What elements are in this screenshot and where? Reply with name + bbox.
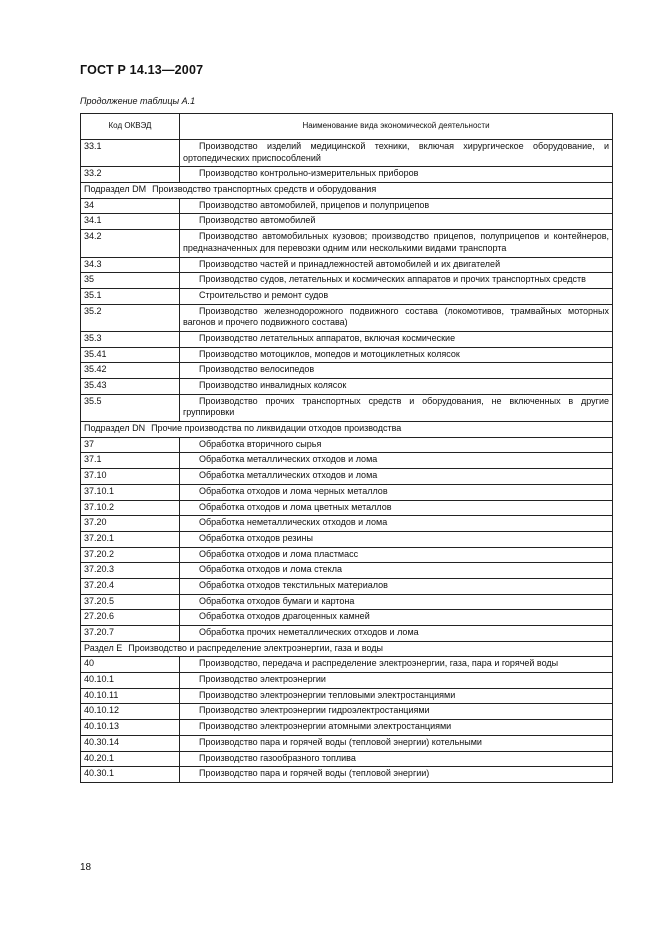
- activity-name-cell: Производство железнодорожного подвижного состава (локомотивов, трамвайных моторных вагонов и прочего подвижного состава): [180, 304, 613, 331]
- okved-code-cell: 37.1: [81, 453, 180, 469]
- okved-code-cell: 35.3: [81, 331, 180, 347]
- okved-code-cell: 35.2: [81, 304, 180, 331]
- okved-code-cell: 37.10.2: [81, 500, 180, 516]
- section-cell: [81, 183, 613, 199]
- activity-name-cell: Строительство и ремонт судов: [180, 288, 613, 304]
- okved-code-cell: 40.30.1: [81, 767, 180, 783]
- okved-code-cell: 40.10.11: [81, 688, 180, 704]
- section-name: Прочие производства по ликвидации отходов производства: [151, 423, 402, 434]
- activity-name-cell: Обработка вторичного сырья: [180, 437, 613, 453]
- activity-name-cell: Обработка отходов и лома пластмасс: [180, 547, 613, 563]
- activity-name-cell: Производство велосипедов: [180, 363, 613, 379]
- table-row: [81, 720, 613, 736]
- table-caption: Продолжение таблицы А.1: [80, 96, 196, 106]
- okved-code-cell: 34.2: [81, 230, 180, 257]
- table-row: [81, 347, 613, 363]
- activity-name-cell: Производство электроэнергии атомными электростанциями: [180, 720, 613, 736]
- table-row: [81, 578, 613, 594]
- table-row: [81, 273, 613, 289]
- activity-name-cell: Производство пара и горячей воды (тепловой энергии) котельными: [180, 735, 613, 751]
- activity-name-cell: Обработка металлических отходов и лома: [180, 453, 613, 469]
- table-row: [81, 394, 613, 421]
- section-label: Раздел Е: [84, 642, 123, 653]
- okved-code-cell: 37: [81, 437, 180, 453]
- column-header-name: Наименование вида экономической деятельности: [180, 114, 613, 140]
- table-row: [81, 531, 613, 547]
- section-cell: [81, 641, 613, 657]
- okved-code-cell: 33.1: [81, 140, 180, 167]
- table-row: [81, 735, 613, 751]
- okved-code-cell: 40.10.13: [81, 720, 180, 736]
- activity-name-cell: Обработка отходов и лома цветных металлов: [180, 500, 613, 516]
- activity-name-cell: Производство газообразного топлива: [180, 751, 613, 767]
- table-row: [81, 594, 613, 610]
- table-row: [81, 673, 613, 689]
- activity-name-cell: Производство электроэнергии тепловыми электростанциями: [180, 688, 613, 704]
- okved-code-cell: 40.20.1: [81, 751, 180, 767]
- table-row: [81, 167, 613, 183]
- table-row: [81, 626, 613, 642]
- activity-name-cell: Обработка отходов драгоценных камней: [180, 610, 613, 626]
- okved-code-cell: 40.10.12: [81, 704, 180, 720]
- table-section-row: [81, 422, 613, 438]
- page-number: 18: [80, 862, 92, 873]
- okved-code-cell: 40.10.1: [81, 673, 180, 689]
- document-title: ГОСТ Р 14.13—2007: [80, 63, 204, 77]
- okved-code-cell: 37.20.3: [81, 563, 180, 579]
- table-row: [81, 288, 613, 304]
- okved-code-cell: 35.5: [81, 394, 180, 421]
- section-label: Подраздел DN: [84, 423, 146, 434]
- table-row: [81, 516, 613, 532]
- table-row: [81, 547, 613, 563]
- activity-name-cell: Обработка отходов текстильных материалов: [180, 578, 613, 594]
- activity-name-cell: Производство пара и горячей воды (тепловой энергии): [180, 767, 613, 783]
- okved-code-cell: 35: [81, 273, 180, 289]
- okved-code-cell: 37.10.1: [81, 484, 180, 500]
- activity-name-cell: Производство частей и принадлежностей автомобилей и их двигателей: [180, 257, 613, 273]
- activity-name-cell: Производство автомобилей, прицепов и полуприцепов: [180, 198, 613, 214]
- okved-code-cell: 37.20.2: [81, 547, 180, 563]
- activity-name-cell: Обработка отходов и лома стекла: [180, 563, 613, 579]
- okved-table: [80, 113, 613, 783]
- activity-name-cell: Обработка металлических отходов и лома: [180, 469, 613, 485]
- table-row: [81, 437, 613, 453]
- okved-code-cell: 35.1: [81, 288, 180, 304]
- activity-name-cell: Производство электроэнергии: [180, 673, 613, 689]
- table-row: [81, 688, 613, 704]
- table-row: [81, 767, 613, 783]
- table-body: [81, 140, 613, 783]
- activity-name-cell: Обработка отходов и лома черных металлов: [180, 484, 613, 500]
- activity-name-cell: Производство электроэнергии гидроэлектростанциями: [180, 704, 613, 720]
- table-row: [81, 198, 613, 214]
- table-row: [81, 484, 613, 500]
- table-row: [81, 751, 613, 767]
- table-row: [81, 657, 613, 673]
- okved-code-cell: 37.20.4: [81, 578, 180, 594]
- section-label: Подраздел DM: [84, 184, 147, 195]
- activity-name-cell: Производство автомобильных кузовов; производство прицепов, полуприцепов и контейнеров, предназначенных для перевозки одним или несколькими видами транспорта: [180, 230, 613, 257]
- okved-code-cell: 33.2: [81, 167, 180, 183]
- table-section-row: [81, 183, 613, 199]
- activity-name-cell: Производство прочих транспортных средств и оборудования, не включенных в другие группировки: [180, 394, 613, 421]
- activity-name-cell: Обработка отходов бумаги и картона: [180, 594, 613, 610]
- activity-name-cell: Производство судов, летательных и космических аппаратов и прочих транспортных средств: [180, 273, 613, 289]
- section-name: Производство и распределение электроэнергии, газа и воды: [128, 642, 383, 653]
- activity-name-cell: Производство, передача и распределение электроэнергии, газа, пара и горячей воды: [180, 657, 613, 673]
- okved-code-cell: 34.3: [81, 257, 180, 273]
- table-row: [81, 257, 613, 273]
- okved-code-cell: 37.20.7: [81, 626, 180, 642]
- okved-code-cell: 34: [81, 198, 180, 214]
- activity-name-cell: Производство мотоциклов, мопедов и мотоциклетных колясок: [180, 347, 613, 363]
- activity-name-cell: Производство инвалидных колясок: [180, 379, 613, 395]
- table-row: [81, 379, 613, 395]
- activity-name-cell: Обработка неметаллических отходов и лома: [180, 516, 613, 532]
- activity-name-cell: Обработка отходов резины: [180, 531, 613, 547]
- table-row: [81, 230, 613, 257]
- column-header-code: Код ОКВЭД: [81, 114, 180, 140]
- table-row: [81, 453, 613, 469]
- table-header-row: [81, 114, 613, 140]
- activity-name-cell: Производство изделий медицинской техники, включая хирургическое оборудование, и ортопедических приспособлений: [180, 140, 613, 167]
- table-row: [81, 140, 613, 167]
- okved-code-cell: 37.20: [81, 516, 180, 532]
- okved-code-cell: 40: [81, 657, 180, 673]
- table-row: [81, 363, 613, 379]
- activity-name-cell: Производство контрольно-измерительных приборов: [180, 167, 613, 183]
- okved-code-cell: 35.42: [81, 363, 180, 379]
- table-row: [81, 563, 613, 579]
- table-section-row: [81, 641, 613, 657]
- activity-name-cell: Обработка прочих неметаллических отходов и лома: [180, 626, 613, 642]
- section-name: Производство транспортных средств и оборудования: [152, 184, 377, 195]
- activity-name-cell: Производство автомобилей: [180, 214, 613, 230]
- okved-code-cell: 34.1: [81, 214, 180, 230]
- table-row: [81, 304, 613, 331]
- okved-code-cell: 37.20.1: [81, 531, 180, 547]
- okved-code-cell: 27.20.6: [81, 610, 180, 626]
- okved-code-cell: 37.20.5: [81, 594, 180, 610]
- activity-name-cell: Производство летательных аппаратов, включая космические: [180, 331, 613, 347]
- okved-code-cell: 40.30.14: [81, 735, 180, 751]
- table-row: [81, 610, 613, 626]
- table-row: [81, 469, 613, 485]
- table-row: [81, 214, 613, 230]
- table-row: [81, 500, 613, 516]
- okved-code-cell: 35.41: [81, 347, 180, 363]
- okved-code-cell: 37.10: [81, 469, 180, 485]
- section-cell: [81, 422, 613, 438]
- table-row: [81, 331, 613, 347]
- okved-code-cell: 35.43: [81, 379, 180, 395]
- table-row: [81, 704, 613, 720]
